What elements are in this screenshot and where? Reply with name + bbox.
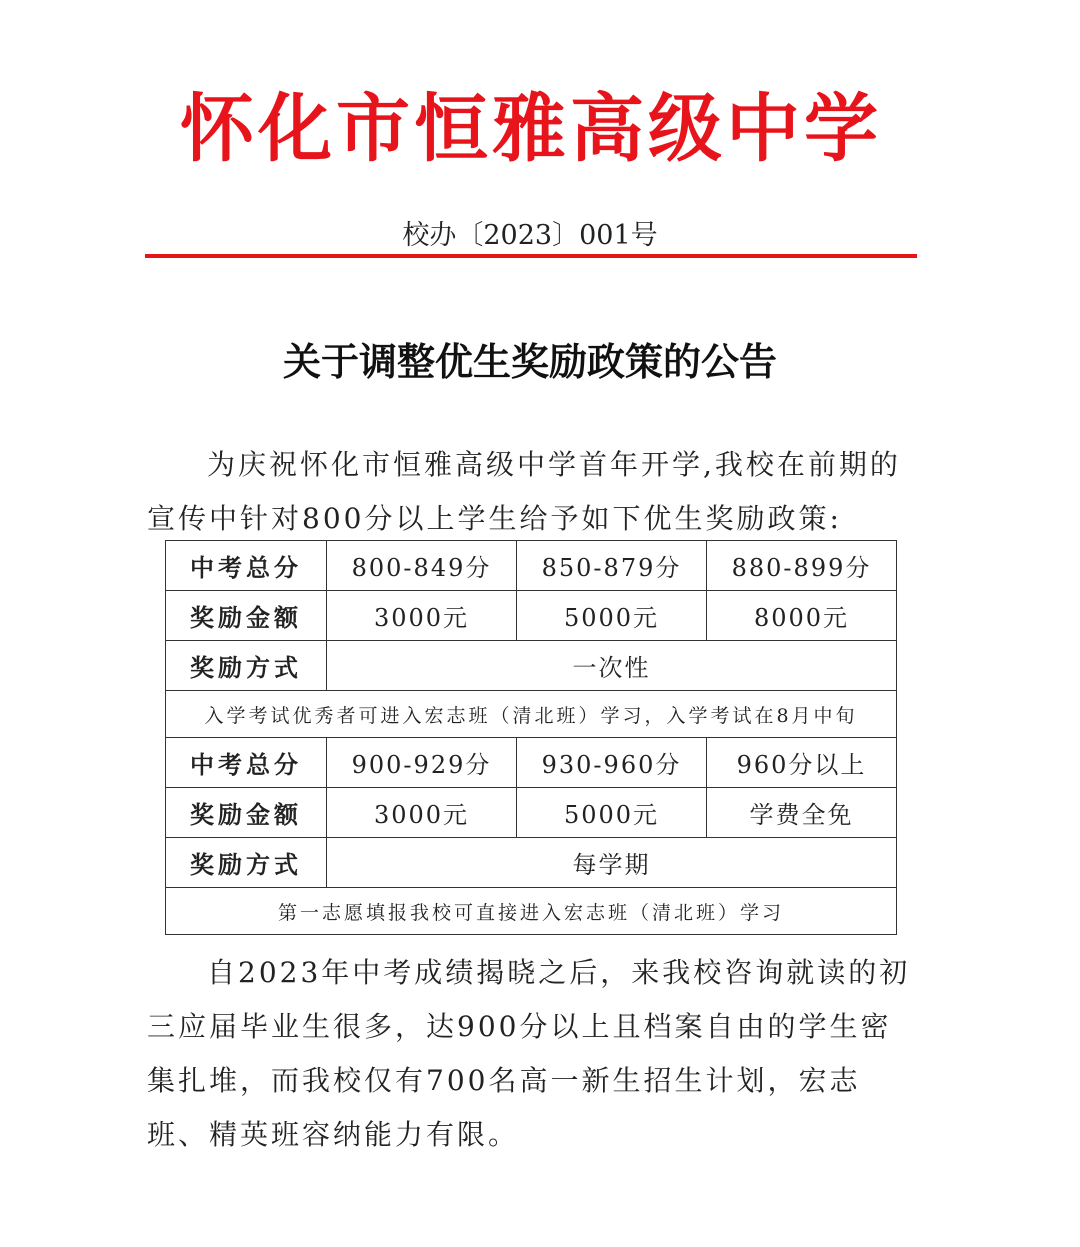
row-label-amount: 奖励金额 [166, 788, 327, 838]
row-label-method: 奖励方式 [166, 641, 327, 691]
amount-cell: 学费全免 [707, 788, 897, 838]
table-row [166, 541, 897, 591]
row-label-amount: 奖励金额 [166, 591, 327, 641]
intro-paragraph: 为庆祝怀化市恒雅高级中学首年开学,我校在前期的宣传中针对800分以上学生给予如下优生奖励政策: [147, 448, 901, 535]
closing-paragraph: 自2023年中考成绩揭晓之后，来我校咨询就读的初三应届毕业生很多，达900分以上且档案自由的学生密集扎堆，而我校仅有700名高一新生招生计划，宏志班、精英班容纳能力有限。 [147, 956, 911, 1151]
method-cell: 每学期 [327, 838, 897, 888]
row-label-score: 中考总分 [166, 541, 327, 591]
document-title: 关于调整优生奖励政策的公告 [282, 340, 777, 384]
method-cell: 一次性 [327, 641, 897, 691]
score-range-cell: 930-960分 [517, 738, 707, 788]
table-row [166, 738, 897, 788]
document-number: 校办〔2023〕001号 [402, 220, 658, 251]
score-range-cell: 880-899分 [707, 541, 897, 591]
table-row [166, 591, 897, 641]
note-cell: 第一志愿填报我校可直接进入宏志班（清北班）学习 [166, 888, 897, 935]
note-cell: 入学考试优秀者可进入宏志班（清北班）学习，入学考试在8月中旬 [166, 691, 897, 738]
score-range-cell: 960分以上 [707, 738, 897, 788]
row-label-method: 奖励方式 [166, 838, 327, 888]
table-row [166, 838, 897, 888]
table-row [166, 691, 897, 738]
score-range-cell: 850-879分 [517, 541, 707, 591]
score-range-cell: 900-929分 [327, 738, 517, 788]
amount-cell: 3000元 [327, 591, 517, 641]
score-range-cell: 800-849分 [327, 541, 517, 591]
table-row [166, 641, 897, 691]
amount-cell: 5000元 [517, 591, 707, 641]
table-row [166, 788, 897, 838]
amount-cell: 5000元 [517, 788, 707, 838]
red-divider-line [145, 254, 917, 258]
amount-cell: 8000元 [707, 591, 897, 641]
school-name-header: 怀化市恒雅高级中学 [180, 86, 882, 172]
amount-cell: 3000元 [327, 788, 517, 838]
award-policy-table [165, 540, 897, 935]
table-row [166, 888, 897, 935]
row-label-score: 中考总分 [166, 738, 327, 788]
